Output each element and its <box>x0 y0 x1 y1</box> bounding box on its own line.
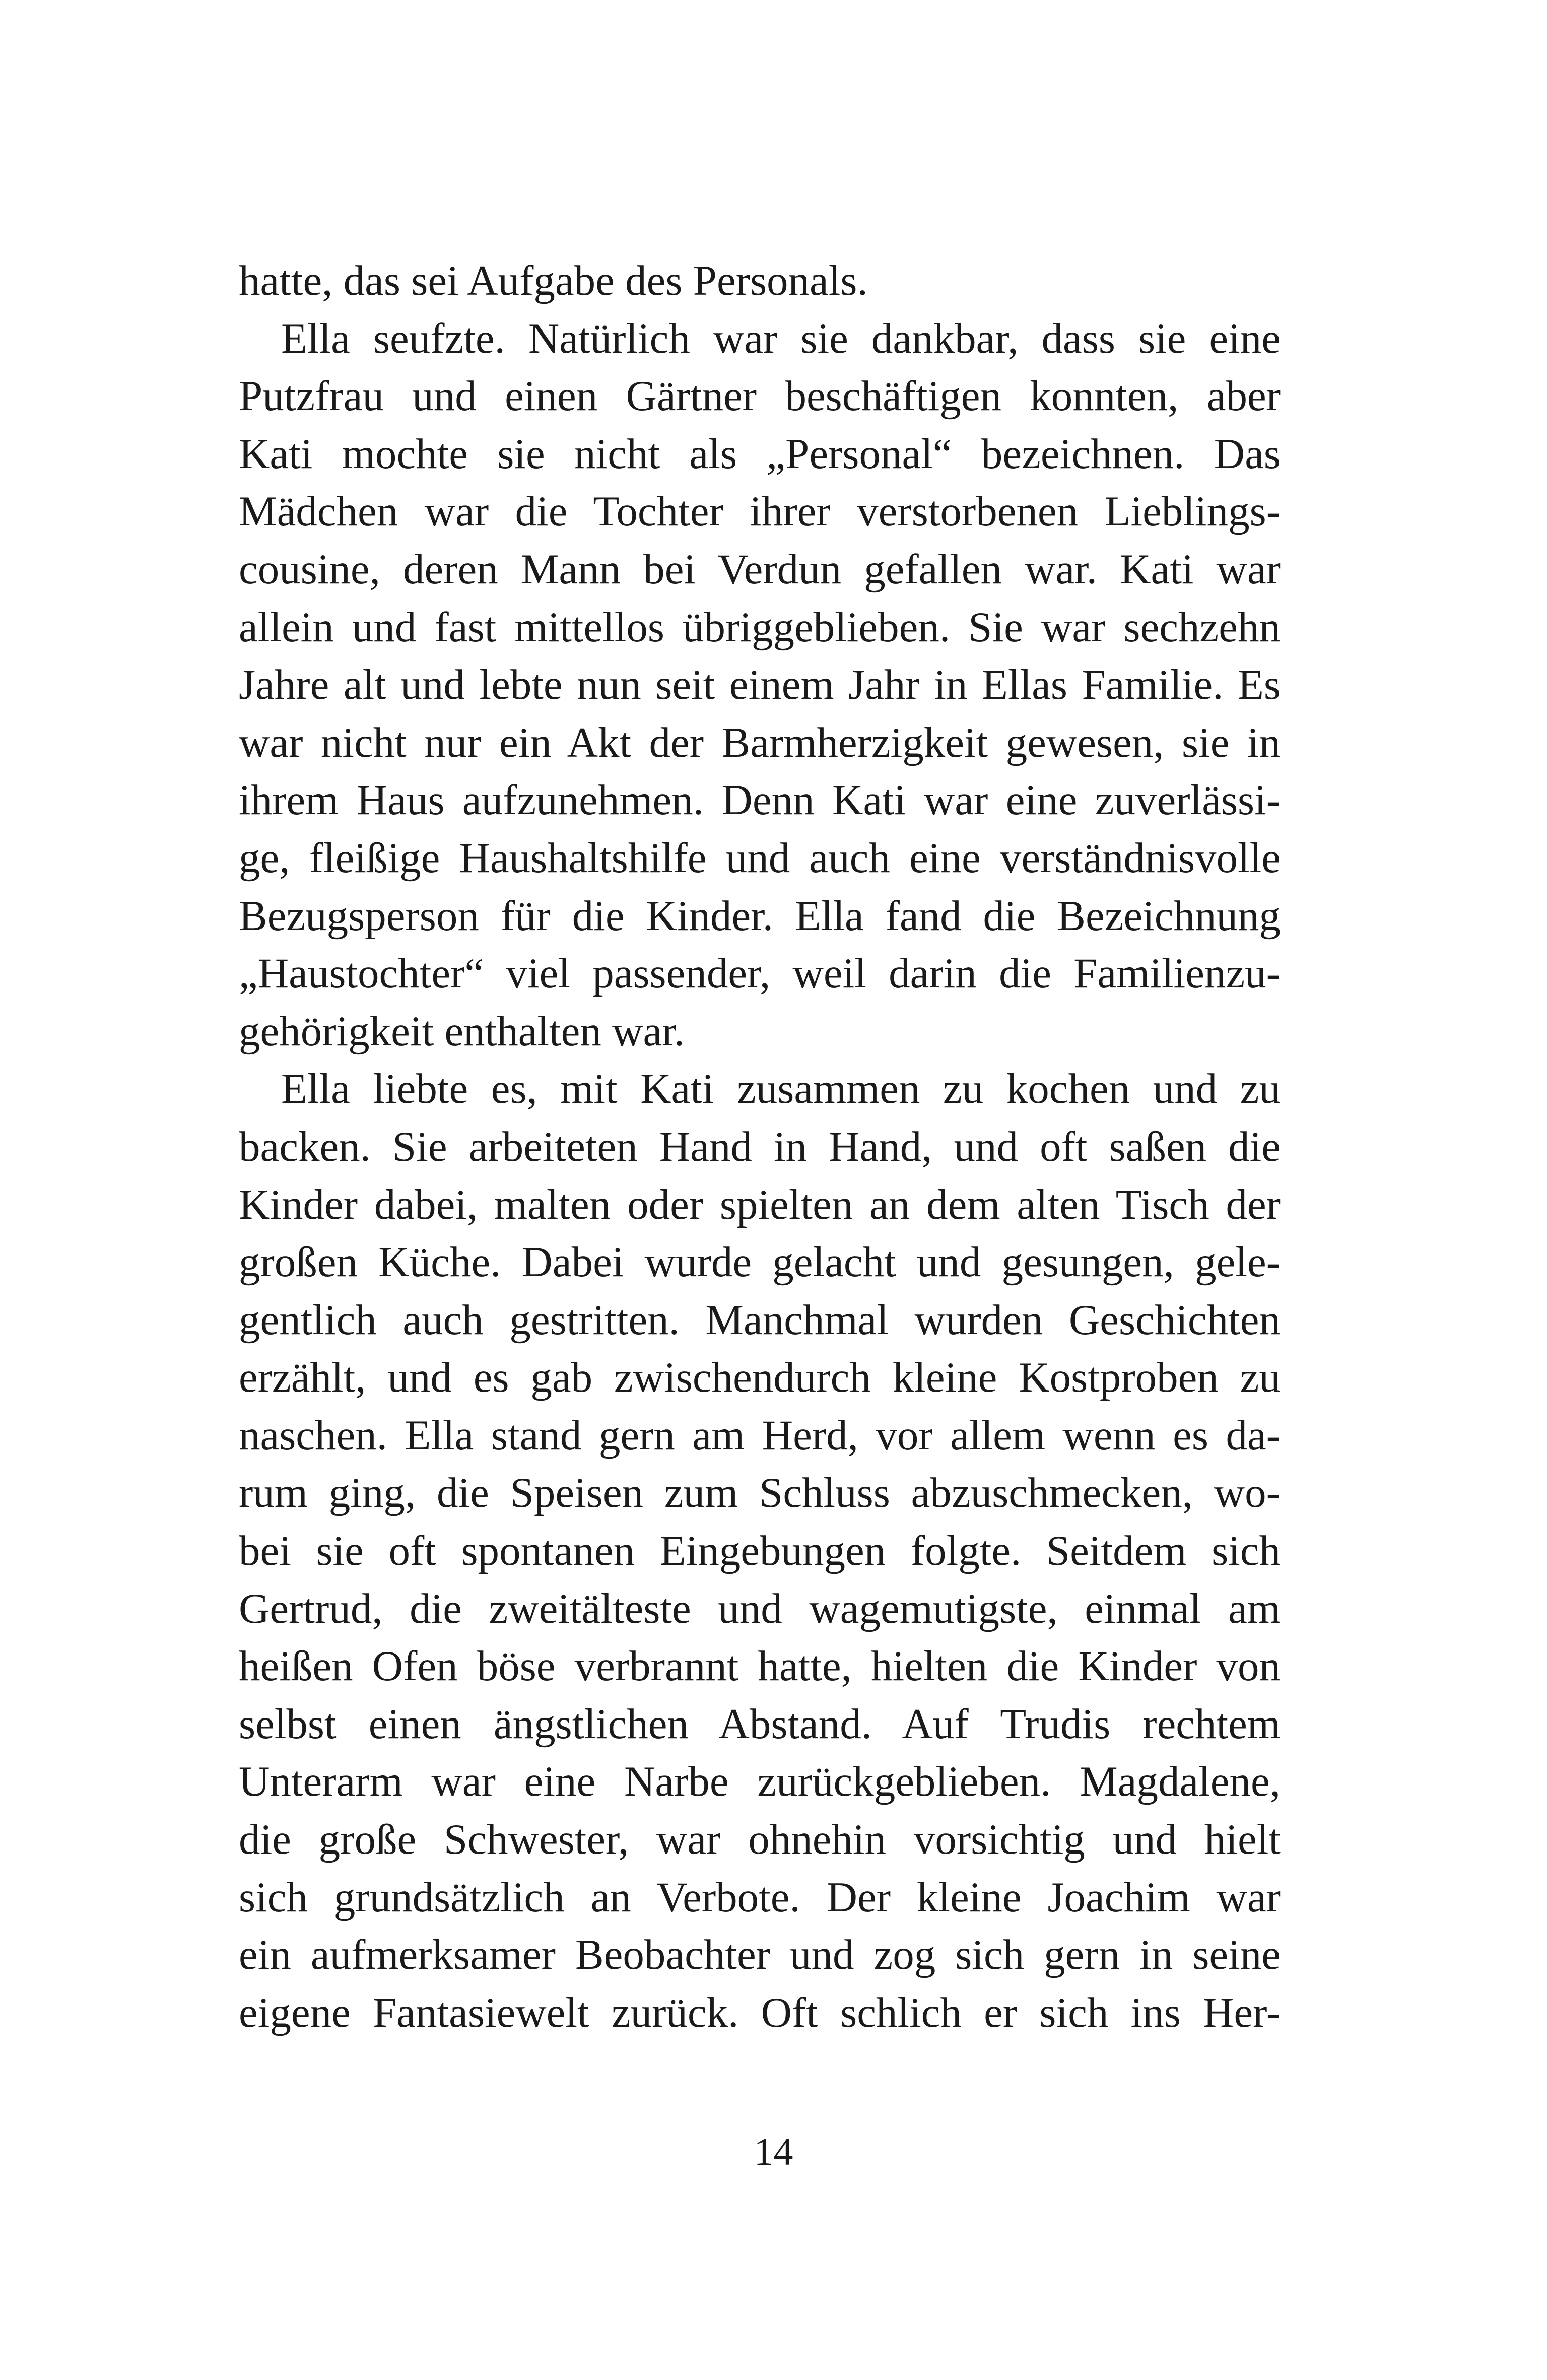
text-line: bei sie oft spontanen Eingebungen folgte. Seitdem sich <box>239 1527 1281 1575</box>
text-line: rum ging, die Speisen zum Schluss abzuschmecken, wo- <box>239 1469 1281 1517</box>
text-line: die große Schwester, war ohnehin vorsichtig und hielt <box>239 1816 1281 1864</box>
text-line: ihrem Haus aufzunehmen. Denn Kati war eine zuverlässi- <box>239 776 1281 824</box>
text-line: Bezugsperson für die Kinder. Ella fand die Bezeichnung <box>239 892 1281 940</box>
text-line: erzählt, und es gab zwischendurch kleine Kostproben zu <box>239 1354 1281 1402</box>
text-line: gehörigkeit enthalten war. <box>239 1007 685 1055</box>
text-line: Kati mochte sie nicht als „Personal“ bezeichnen. Das <box>239 430 1281 478</box>
text-line: backen. Sie arbeiteten Hand in Hand, und oft saßen die <box>239 1122 1281 1170</box>
text-line: sich grundsätzlich an Verbote. Der kleine Joachim war <box>239 1873 1281 1921</box>
text-line: großen Küche. Dabei wurde gelacht und gesungen, gele- <box>239 1238 1281 1286</box>
text-line: gentlich auch gestritten. Manchmal wurden Geschichten <box>239 1296 1281 1344</box>
text-line: Ella seufzte. Natürlich war sie dankbar, dass sie eine <box>281 314 1281 362</box>
text-line: Mädchen war die Tochter ihrer verstorbenen Lieblings- <box>239 488 1281 536</box>
text-line: war nicht nur ein Akt der Barmherzigkeit gewesen, sie in <box>239 718 1281 766</box>
text-line: heißen Ofen böse verbrannt hatte, hielten die Kinder von <box>239 1642 1281 1690</box>
text-line: naschen. Ella stand gern am Herd, vor allem wenn es da- <box>239 1411 1281 1459</box>
text-line: Jahre alt und lebte nun seit einem Jahr in Ellas Familie. Es <box>239 661 1281 709</box>
text-line: Ella liebte es, mit Kati zusammen zu kochen und zu <box>281 1065 1281 1113</box>
text-line: „Haustochter“ viel passender, weil darin die Familienzu- <box>239 950 1281 998</box>
text-line: Putzfrau und einen Gärtner beschäftigen konnten, aber <box>239 372 1281 420</box>
text-line: Unterarm war eine Narbe zurückgeblieben. Magdalene, <box>239 1758 1281 1806</box>
text-line: hatte, das sei Aufgabe des Personals. <box>239 257 868 304</box>
body-text <box>239 252 1281 2041</box>
text-line: ge, fleißige Haushaltshilfe und auch eine verständnisvolle <box>239 834 1281 882</box>
text-line: ein aufmerksamer Beobachter und zog sich gern in seine <box>239 1931 1281 1979</box>
text-line: Kinder dabei, malten oder spielten an dem alten Tisch der <box>239 1180 1281 1228</box>
page-number: 14 <box>754 2130 793 2173</box>
text-line: selbst einen ängstlichen Abstand. Auf Trudis rechtem <box>239 1700 1281 1748</box>
text-line: eigene Fantasiewelt zurück. Oft schlich er sich ins Her- <box>239 1989 1281 2036</box>
text-line: cousine, deren Mann bei Verdun gefallen war. Kati war <box>239 545 1281 593</box>
text-line: allein und fast mittellos übriggeblieben. Sie war sechzehn <box>239 603 1281 651</box>
text-line: Gertrud, die zweitälteste und wagemutigste, einmal am <box>239 1584 1281 1632</box>
